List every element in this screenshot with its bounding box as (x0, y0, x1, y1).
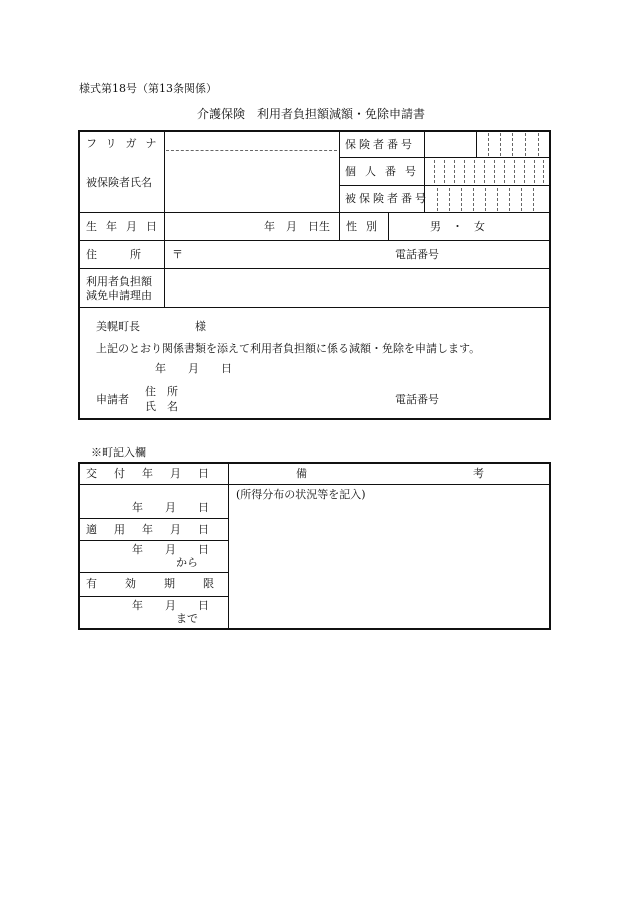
application-date: 年 月 日 (155, 362, 232, 375)
individual-number-digit[interactable] (464, 160, 465, 183)
insured-name-label: 被保険者氏名 (86, 176, 152, 189)
insurer-number-digit[interactable] (512, 133, 513, 156)
insured-number-digit[interactable] (509, 188, 510, 211)
postal-mark: 〒 (172, 248, 183, 261)
form-number: 様式第18号（第13条関係） (79, 82, 217, 95)
form-title: 介護保険 利用者負担額減額・免除申請書 (197, 107, 426, 121)
applicant-phone-label: 電話番号 (395, 393, 439, 406)
insurer-number-digit[interactable] (488, 133, 489, 156)
apply-date-format: 年 月 日 (132, 543, 209, 556)
individual-number-digit[interactable] (494, 160, 495, 183)
addressee: 美幌町長 様 (96, 320, 206, 333)
insured-number-digit[interactable] (497, 188, 498, 211)
insured-number-digit[interactable] (449, 188, 450, 211)
individual-number-label: 個人番号 (345, 165, 425, 178)
expiry-label: 有効期限 (86, 577, 242, 590)
individual-number-digit[interactable] (524, 160, 525, 183)
notes-header: 備 (296, 467, 307, 480)
gender-label: 性別 (346, 220, 386, 233)
phone-label: 電話番号 (395, 248, 439, 261)
notes-hint: (所得分布の状況等を記入) (236, 488, 366, 501)
insured-number-label: 被保険者番号 (345, 192, 429, 205)
birthdate-label: 生年月日 (86, 220, 166, 233)
insured-number-digit[interactable] (473, 188, 474, 211)
address-label: 住 所 (86, 248, 141, 261)
insured-number-digit[interactable] (521, 188, 522, 211)
individual-number-digit[interactable] (474, 160, 475, 183)
individual-number-digit[interactable] (534, 160, 535, 183)
applicant-name-label: 氏 名 (145, 400, 178, 413)
applicant-label: 申請者 (96, 393, 129, 406)
furigana-label: フリガナ (86, 137, 166, 150)
insurer-number-label: 保険者番号 (345, 138, 415, 151)
individual-number-digit[interactable] (504, 160, 505, 183)
individual-number-digit[interactable] (454, 160, 455, 183)
individual-number-digit[interactable] (543, 160, 544, 183)
until-label: まで (176, 612, 198, 625)
individual-number-digit[interactable] (484, 160, 485, 183)
applicant-address-label: 住 所 (145, 385, 178, 398)
reduction-reason-label: 利用者負担額 (86, 275, 152, 288)
individual-number-digit[interactable] (434, 160, 435, 183)
issue-date-format: 年 月 日 (132, 501, 209, 514)
birthdate-format: 年 月 日生 (264, 220, 330, 233)
furigana-separator (166, 150, 337, 151)
reduction-reason-label: 減免申請理由 (86, 289, 152, 302)
apply-date-label: 適用年月日 (86, 523, 226, 536)
insured-number-digit[interactable] (485, 188, 486, 211)
notes-header: 考 (473, 467, 484, 480)
insurer-number-digit[interactable] (500, 133, 501, 156)
insured-number-digit[interactable] (461, 188, 462, 211)
insured-number-digit[interactable] (437, 188, 438, 211)
gender-options[interactable]: 男 ・ 女 (430, 220, 485, 233)
declaration-text: 上記のとおり関係書類を添えて利用者負担額に係る減額・免除を申請します。 (96, 342, 481, 355)
insurer-number-digit[interactable] (538, 133, 539, 156)
individual-number-digit[interactable] (444, 160, 445, 183)
insurer-number-digit[interactable] (525, 133, 526, 156)
individual-number-digit[interactable] (514, 160, 515, 183)
town-section-heading: ※町記入欄 (91, 446, 146, 459)
insured-number-digit[interactable] (533, 188, 534, 211)
from-label: から (176, 556, 198, 569)
expiry-date-format: 年 月 日 (132, 599, 209, 612)
issue-date-label: 交付年月日 (86, 467, 226, 480)
